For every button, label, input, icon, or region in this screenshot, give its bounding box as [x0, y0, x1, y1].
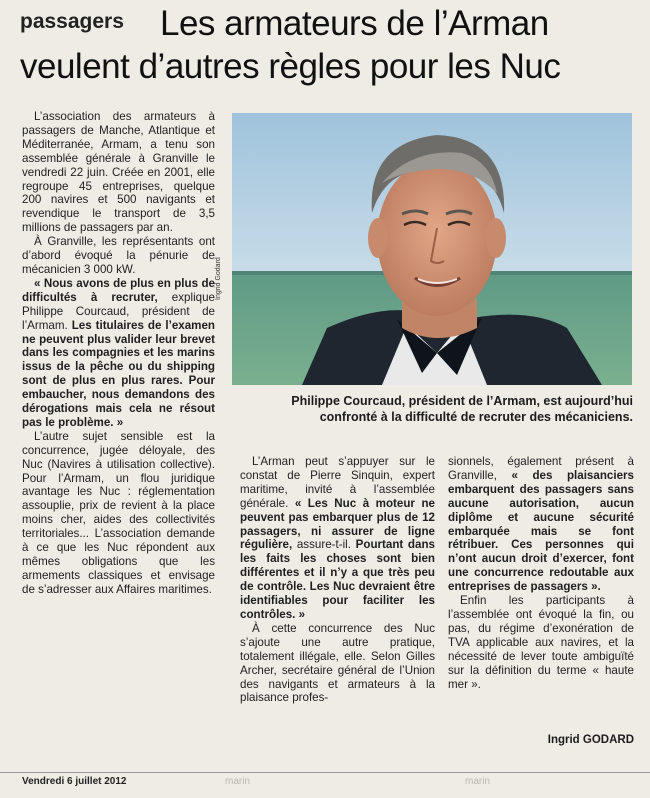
article-column-1 [22, 110, 215, 597]
quote-part-1: « Nous avons de plus en plus de difficultés à recruter, [22, 276, 215, 304]
paragraph-archer: À cette concurrence des Nuc s’ajoute une autre pratique, totalement illégale, elle. Selon Gilles Archer, secrétaire général de l’Union des navigants et armateurs à la plaisance profes- [240, 621, 435, 705]
paragraph-quote-courcaud [22, 277, 215, 430]
article-column-2 [240, 455, 435, 705]
paragraph-concurrence: L’autre sujet sensible est la concurrence, jugée déloyale, des Nuc (Navires à utilisation collective). Pour l’Armam, un flou juridique avantage les Nuc : réglementation assouplie, prix de revient à la place moins cher, aides des collectivités territoriales... L’association demande à ce que les Nuc répondent aux mêmes obligations que les armements classiques et envisage de s’adresser aux Affaires maritimes. [22, 429, 215, 596]
paragraph-granville: À Granville, les représentants ont d’abord évoqué la pénurie de mécanicien 3 000 kW. [22, 235, 215, 276]
sinquin-attribution: assure-t-il. [292, 538, 356, 552]
paragraph-tva: Enfin les participants à l’assemblée ont évoqué la fin, ou pas, du régime d’exonération de TVA applicable aux navires, et la nécessité de lever toute ambiguïté sur la définition du terme « haute mer ». [448, 594, 634, 691]
article-column-3 [448, 455, 634, 691]
section-kicker: passagers [20, 10, 124, 33]
sinquin-quote-2: Pourtant dans les faits les choses sont bien différentes et il n’y a que très peu de contrôle. Les Nuc devraient être identifiables pour faciliter les contrôles. » [240, 538, 435, 621]
footer-rule [0, 772, 650, 773]
sinquin-intro: L’Arman peut s’appuyer sur le constat de Pierre Sinquin, expert maritime, invité à l’assemblée générale. [240, 455, 435, 510]
quote-part-2: Les titulaires de l’examen ne peuvent plus valider leur brevet dans les compagnies et les marins issus de la pêche ou du shipping sont de plus en plus rares. Pour embaucher, nous demandons des dérogations mais cela ne résout pas le problème. » [22, 318, 215, 429]
photo-caption: Philippe Courcaud, président de l’Armam, est aujourd’hui confronté à la difficulté de recruter des mécaniciens. [291, 394, 633, 424]
author-signature: Ingrid GODARD [547, 734, 634, 746]
archer-quote: « des plaisanciers embarquent des passagers sans aucune autorisation, aucun diplôme et aucune sécurité embarquée mais se font rétribuer. Ces personnes qui n’ont aucun droit d’exercer, font une concurrence redoutable aux entreprises de passagers ». [448, 468, 634, 594]
paragraph-sinquin [240, 455, 435, 622]
portrait-photo [232, 113, 632, 385]
portrait-illustration [232, 113, 632, 385]
paragraph-intro: L’association des armateurs à passagers de Manche, Atlantique et Méditerranée, Armam, a tenu son assemblée générale à Granville le vendredi 22 juin. Créée en 2001, elle regroupe 45 entreprises, quelque 200 navires et 500 navigants et revendique le transport de 3,5 millions de passagers par an. [22, 110, 215, 235]
quote-attribution: explique Philippe Courcaud, président de l’Armam. [22, 290, 215, 332]
footer-ghost-right: marin [465, 776, 491, 787]
footer-ghost-left: marin [225, 776, 251, 787]
archer-continuation: sionnels, également présent à Granville, [448, 455, 634, 482]
footer-date: Vendredi 6 juillet 2012 [22, 776, 127, 787]
headline-line-1: Les armateurs de l’Arman [160, 4, 549, 43]
photo-credit: Ingrid Godard [215, 257, 222, 300]
paragraph-plaisanciers [448, 455, 634, 594]
sinquin-quote-1: « Les Nuc à moteur ne peuvent pas embarquer plus de 12 passagers, ni assurer de ligne régulière, [240, 496, 435, 552]
headline-line-2: veulent d’autres règles pour les Nuc [20, 47, 561, 86]
